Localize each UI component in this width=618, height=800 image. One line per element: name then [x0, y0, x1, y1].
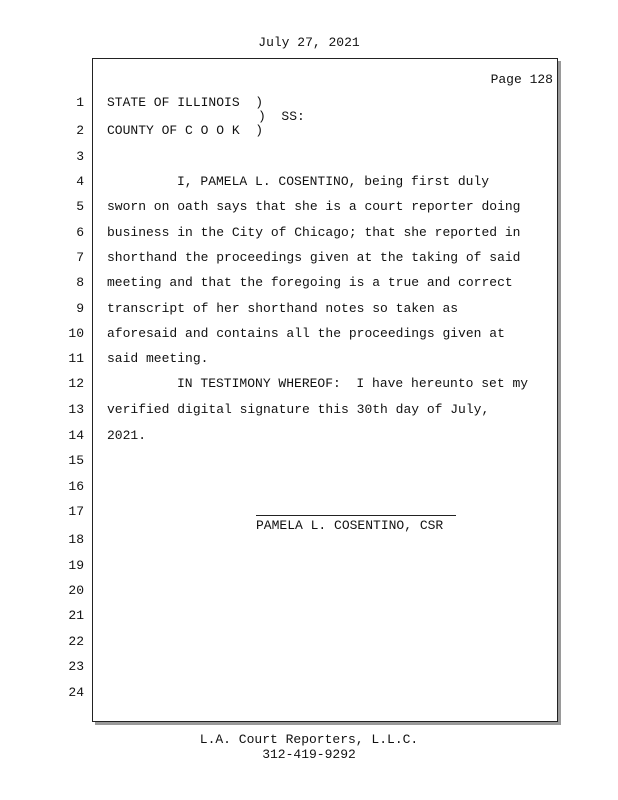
transcript-line: I, PAMELA L. COSENTINO, being first duly	[177, 174, 490, 189]
line-number: 20	[68, 583, 84, 598]
line-number: 3	[76, 149, 84, 164]
line-number: 16	[68, 479, 84, 494]
transcript-line: verified digital signature this 30th day of July,	[107, 402, 490, 417]
transcript-line: transcript of her shorthand notes so taken as	[107, 301, 459, 316]
line-number: 14	[68, 428, 84, 443]
transcript-line: sworn on oath says that she is a court reporter doing	[107, 199, 521, 214]
transcript-line: COUNTY OF C O O K )	[107, 123, 264, 138]
page-number: Page 128	[490, 72, 553, 87]
signature-name: PAMELA L. COSENTINO, CSR	[256, 518, 444, 533]
line-number: 23	[68, 659, 84, 674]
transcript-line: meeting and that the foregoing is a true and correct	[107, 275, 513, 290]
transcript-line: aforesaid and contains all the proceedings given at	[107, 326, 505, 341]
line-number: 4	[76, 174, 84, 189]
line-number: 2	[76, 123, 84, 138]
line-number: 1	[76, 95, 84, 110]
transcript-line: IN TESTIMONY WHEREOF: I have hereunto set my	[177, 376, 529, 391]
transcript-line: business in the City of Chicago; that she reported in	[107, 225, 521, 240]
line-number: 21	[68, 608, 84, 623]
line-number: 11	[68, 351, 84, 366]
line-number: 6	[76, 225, 84, 240]
line-number: 12	[68, 376, 84, 391]
footer-company: L.A. Court Reporters, L.L.C.	[199, 732, 419, 747]
transcript-line: 2021.	[107, 428, 147, 443]
line-number: 9	[76, 301, 84, 316]
line-number: 17	[68, 504, 84, 519]
signature-line	[256, 515, 456, 516]
line-number: 22	[68, 634, 84, 649]
ss-bracket: ) SS:	[258, 109, 305, 124]
transcript-line: shorthand the proceedings given at the taking of said	[107, 250, 521, 265]
line-number: 24	[68, 685, 84, 700]
footer-phone: 312-419-9292	[262, 747, 356, 762]
line-number: 15	[68, 453, 84, 468]
line-number: 10	[68, 326, 84, 341]
line-number: 19	[68, 558, 84, 573]
line-number: 5	[76, 199, 84, 214]
page-date: July 27, 2021	[258, 35, 360, 50]
line-number: 8	[76, 275, 84, 290]
line-number: 13	[68, 402, 84, 417]
line-number: 7	[76, 250, 84, 265]
transcript-line: said meeting.	[107, 351, 209, 366]
transcript-line: STATE OF ILLINOIS )	[107, 95, 264, 110]
line-number: 18	[68, 532, 84, 547]
